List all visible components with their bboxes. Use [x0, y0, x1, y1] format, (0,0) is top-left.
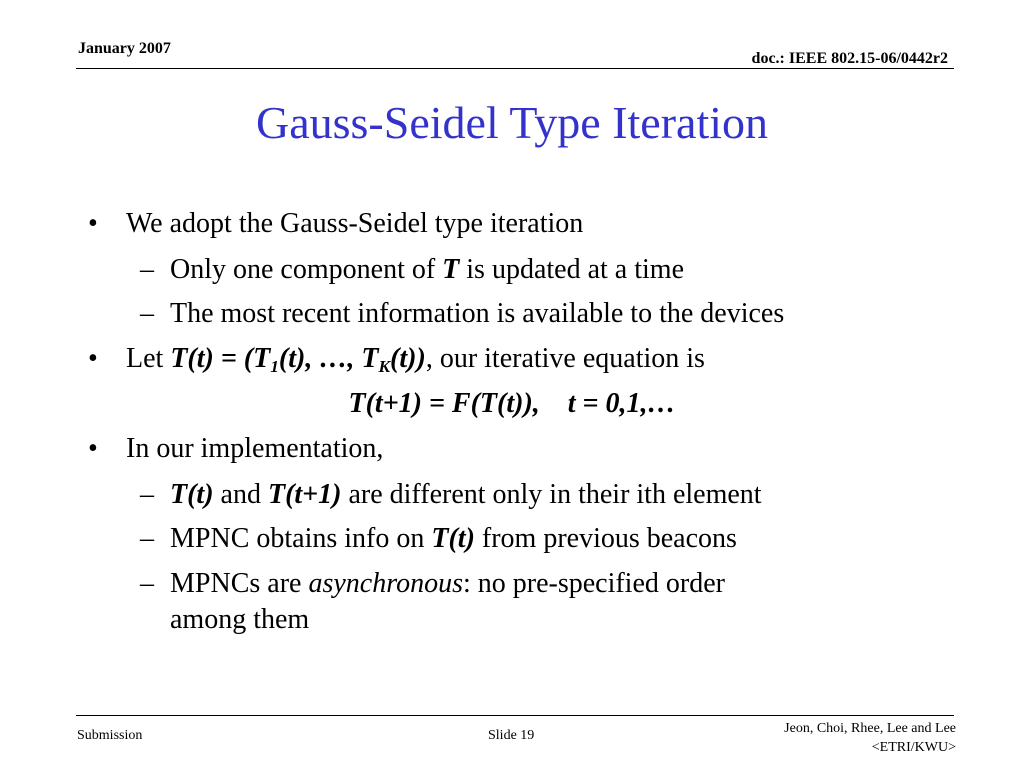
dash-marker: – — [140, 298, 154, 329]
dash-marker: – — [140, 523, 154, 554]
bullet-3-text: In our implementation, — [126, 433, 384, 464]
header-doc-id: doc.: IEEE 802.15-06/0442r2 — [751, 50, 948, 67]
footer-authors — [656, 720, 956, 758]
bullet-3-sub-2: MPNC obtains info on T(t) from previous beacons — [170, 523, 737, 554]
footer-submission: Submission — [77, 728, 143, 743]
footer-affiliation: <ETRI/KWU> — [871, 739, 956, 755]
bullet-marker: • — [88, 208, 98, 239]
bullet-1-sub-2: The most recent information is available to the devices — [170, 298, 785, 329]
slide-title: Gauss-Seidel Type Iteration — [255, 97, 769, 148]
bullet-1-text: We adopt the Gauss-Seidel type iteration — [126, 208, 584, 239]
bullet-3-sub-3-continuation: among them — [170, 604, 310, 635]
bullet-3-sub-1: T(t) and T(t+1) are different only in their ith element — [170, 479, 762, 510]
iteration-equation: T(t+1) = F(T(t)), t = 0,1,… — [348, 388, 676, 419]
bullet-3-sub-3: MPNCs are asynchronous: no pre-specified order — [170, 568, 725, 599]
footer-divider — [76, 715, 954, 716]
dash-marker: – — [140, 568, 154, 599]
header-divider — [76, 68, 954, 69]
bullet-marker: • — [88, 433, 98, 464]
header-date: January 2007 — [78, 40, 171, 57]
dash-marker: – — [140, 254, 154, 285]
dash-marker: – — [140, 479, 154, 510]
footer-slide-number: Slide 19 — [488, 728, 535, 743]
footer-author-names: Jeon, Choi, Rhee, Lee and Lee — [784, 721, 956, 736]
bullet-2-text: Let $T(t) = (T_1(t)$, …, $T_K(t)$), our iterative equation is — [126, 343, 705, 376]
bullet-1-sub-1: Only one component of T is updated at a time — [170, 254, 684, 285]
bullet-marker: • — [88, 343, 98, 374]
